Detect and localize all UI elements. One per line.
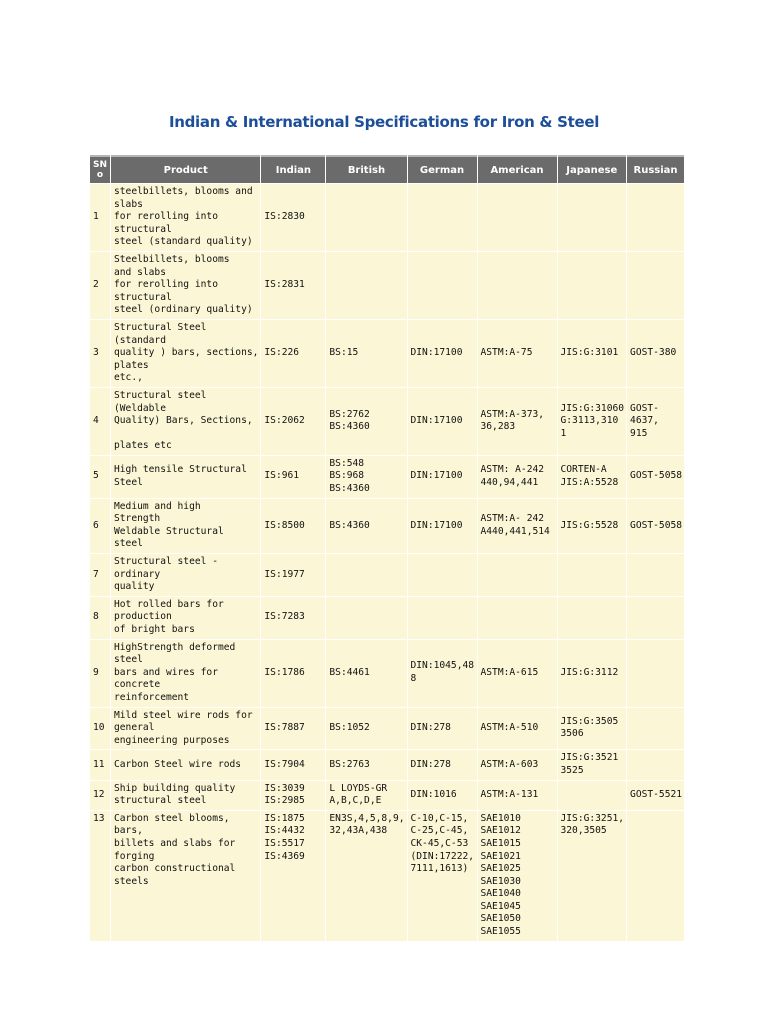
cell-line: 36,283: [480, 421, 516, 433]
cell-line: BS:968: [329, 470, 365, 482]
cell-british: [326, 554, 406, 596]
cell-line: JIS:G:3505: [560, 715, 619, 727]
cell-indian: [261, 184, 325, 251]
cell-line: structural: [114, 291, 172, 303]
cell-product: [111, 252, 260, 319]
cell-line: L LOYDS-GR: [329, 782, 388, 794]
cell-indian: [261, 554, 325, 596]
cell-line: BS:2763: [329, 758, 370, 770]
table-row: [90, 252, 684, 319]
cell-line: SAE1030: [480, 875, 521, 887]
cell-russian: [627, 499, 684, 553]
cell-line: JIS:G:3112: [560, 666, 619, 678]
cell-indian: [261, 640, 325, 707]
cell-british: [326, 320, 406, 387]
cell-line: ASTM: A-242: [480, 464, 545, 476]
cell-line: IS:8500: [264, 519, 305, 531]
table-body: [90, 184, 684, 941]
cell-line: production: [114, 611, 172, 623]
table-row: [90, 781, 684, 810]
cell-line: DIN:278: [410, 722, 451, 734]
cell-line: IS:1977: [264, 568, 305, 580]
cell-line: and slabs: [114, 266, 166, 278]
cell-line: BS:4360: [329, 483, 370, 495]
cell-line: CORTEN-A: [560, 464, 607, 476]
cell-product: [111, 708, 260, 750]
cell-line: SAE1045: [480, 900, 521, 912]
cell-japanese: [558, 499, 627, 553]
table-header-row: [90, 155, 684, 183]
cell-line: Medium and high: [114, 500, 201, 512]
cell-line: bars,: [114, 825, 143, 837]
cell-indian: [261, 499, 325, 553]
cell-american: [478, 554, 557, 596]
cell-indian: [261, 456, 325, 498]
cell-sno: 13: [90, 811, 110, 941]
cell-line: IS:5517: [264, 837, 305, 849]
cell-line: IS:1875: [264, 812, 305, 824]
cell-line: Quality) Bars, Sections,: [114, 415, 253, 427]
cell-american: [478, 640, 557, 707]
cell-line: concrete: [114, 679, 161, 691]
cell-line: for rerolling into: [114, 279, 218, 291]
cell-line: SAE1025: [480, 863, 521, 875]
cell-line: GOST-380: [630, 347, 677, 359]
cell-line: SAE1012: [480, 825, 521, 837]
cell-product: [111, 554, 260, 596]
table-row: [90, 554, 684, 596]
cell-russian: [627, 708, 684, 750]
cell-british: [326, 388, 406, 455]
cell-american: [478, 388, 557, 455]
cell-line: JIS:G:5528: [560, 519, 619, 531]
cell-german: [408, 750, 477, 779]
cell-line: steelbillets, blooms and: [114, 186, 253, 197]
cell-indian: [261, 252, 325, 319]
cell-british: [326, 456, 406, 498]
cell-indian: [261, 597, 325, 639]
cell-japanese: [558, 811, 627, 941]
cell-russian: [627, 597, 684, 639]
table-row: [90, 708, 684, 750]
cell-sno: 6: [90, 499, 110, 553]
cell-line: IS:3039: [264, 782, 305, 794]
cell-sno: 3: [90, 320, 110, 387]
cell-line: Hot rolled bars for: [114, 598, 224, 610]
cell-line: A440,441,514: [480, 525, 550, 537]
table-row: [90, 597, 684, 639]
cell-american: [478, 456, 557, 498]
cell-line: ASTM:A-131: [480, 788, 539, 800]
cell-line: 4637,: [630, 415, 659, 427]
cell-british: [326, 499, 406, 553]
cell-line: SAE1010: [480, 812, 521, 824]
cell-german: [408, 554, 477, 596]
cell-line: GOST-5521: [630, 788, 683, 800]
table-row: [90, 388, 684, 455]
cell-line: billets and slabs for: [114, 837, 236, 849]
cell-line: of bright bars: [114, 624, 195, 635]
cell-line: IS:7887: [264, 722, 305, 734]
cell-line: ASTM:A- 242: [480, 513, 545, 525]
cell-line: Steelbillets, blooms: [114, 253, 230, 265]
cell-line: 7111,1613): [410, 863, 469, 875]
cell-german: [408, 499, 477, 553]
cell-line: quality ) bars, sections,: [114, 347, 259, 359]
cell-american: [478, 750, 557, 779]
cell-indian: [261, 750, 325, 779]
cell-line: 1: [560, 427, 567, 439]
cell-line: ASTM:A-75: [480, 347, 533, 359]
cell-line: ASTM:A-615: [480, 666, 539, 678]
cell-german: [408, 252, 477, 319]
cell-american: [478, 320, 557, 387]
cell-russian: [627, 320, 684, 387]
cell-line: steel (standard quality): [114, 236, 253, 248]
cell-japanese: [558, 388, 627, 455]
header-german: German: [408, 155, 477, 183]
cell-japanese: [558, 640, 627, 707]
cell-british: [326, 811, 406, 941]
cell-line: DIN:17100: [410, 347, 463, 359]
cell-line: Structural Steel: [114, 321, 207, 333]
cell-line: JIS:G:3101: [560, 347, 619, 359]
cell-line: IS:2062: [264, 415, 305, 427]
cell-line: SAE1021: [480, 850, 521, 862]
cell-line: steel (ordinary quality): [114, 304, 253, 316]
cell-russian: [627, 388, 684, 455]
table-row: [90, 456, 684, 498]
cell-indian: [261, 388, 325, 455]
cell-american: [478, 811, 557, 941]
cell-line: DIN:17100: [410, 519, 463, 531]
cell-line: reinforcement: [114, 691, 190, 703]
cell-line: slabs: [114, 198, 143, 210]
cell-line: BS:548: [329, 457, 365, 469]
cell-line: BS:4360: [329, 519, 370, 531]
cell-japanese: [558, 320, 627, 387]
cell-british: [326, 750, 406, 779]
cell-line: ASTM:A-373,: [480, 408, 545, 420]
cell-british: [326, 640, 406, 707]
cell-sno: 12: [90, 781, 110, 810]
cell-line: IS:4369: [264, 850, 305, 862]
cell-line: DIN:1045,48: [410, 660, 475, 672]
cell-line: A,B,C,D,E: [329, 795, 382, 807]
cell-product: [111, 640, 260, 707]
cell-line: JIS:G:3251,: [560, 812, 625, 824]
cell-line: GOST-5058: [630, 470, 683, 482]
cell-product: [111, 811, 260, 941]
cell-line: BS:4461: [329, 666, 370, 678]
cell-japanese: [558, 554, 627, 596]
table-row: [90, 184, 684, 251]
cell-line: DIN:17100: [410, 470, 463, 482]
cell-russian: [627, 781, 684, 810]
header-british: British: [326, 155, 406, 183]
cell-line: C-10,C-15,: [410, 812, 469, 824]
cell-line: engineering purposes: [114, 734, 230, 746]
cell-sno: 1: [90, 184, 110, 251]
cell-german: [408, 811, 477, 941]
cell-indian: [261, 811, 325, 941]
cell-line: GOST-5058: [630, 519, 683, 531]
cell-russian: [627, 554, 684, 596]
cell-line: steels: [114, 875, 149, 887]
cell-russian: [627, 184, 684, 251]
cell-line: G:3113,310: [560, 415, 619, 427]
cell-german: [408, 388, 477, 455]
cell-line: IS:2830: [264, 211, 305, 223]
cell-german: [408, 184, 477, 251]
cell-line: structural: [114, 223, 172, 235]
cell-japanese: [558, 456, 627, 498]
cell-product: [111, 388, 260, 455]
cell-russian: [627, 811, 684, 941]
cell-japanese: [558, 597, 627, 639]
cell-line: SAE1050: [480, 913, 521, 925]
cell-line: plates etc: [114, 440, 172, 452]
cell-product: [111, 456, 260, 498]
table-row: [90, 499, 684, 553]
cell-japanese: [558, 184, 627, 251]
cell-german: [408, 320, 477, 387]
cell-line: CK-45,C-53: [410, 837, 469, 849]
cell-british: [326, 597, 406, 639]
cell-line: IS:7283: [264, 611, 305, 623]
cell-sno: 5: [90, 456, 110, 498]
cell-line: Mild steel wire rods for: [114, 709, 253, 721]
cell-japanese: [558, 252, 627, 319]
cell-russian: [627, 456, 684, 498]
cell-line: IS:2831: [264, 279, 305, 291]
header-japanese: Japanese: [558, 155, 627, 183]
cell-line: carbon constructional: [114, 863, 236, 875]
cell-line: forging: [114, 850, 155, 862]
cell-line: ordinary: [114, 568, 161, 580]
cell-product: [111, 781, 260, 810]
cell-japanese: [558, 708, 627, 750]
cell-line: Structural steel: [114, 389, 207, 401]
cell-product: [111, 320, 260, 387]
cell-german: [408, 456, 477, 498]
cell-british: [326, 252, 406, 319]
cell-japanese: [558, 750, 627, 779]
cell-line: High tensile Structural: [114, 464, 247, 476]
cell-british: [326, 708, 406, 750]
cell-line: 8: [410, 673, 417, 685]
cell-line: SAE1015: [480, 837, 521, 849]
header-russian: Russian: [627, 155, 684, 183]
cell-product: [111, 597, 260, 639]
cell-sno: 8: [90, 597, 110, 639]
cell-indian: [261, 708, 325, 750]
header-american: American: [478, 155, 557, 183]
cell-line: C-25,C-45,: [410, 825, 469, 837]
cell-line: JIS:G:3521: [560, 752, 619, 764]
cell-american: [478, 708, 557, 750]
cell-japanese: [558, 781, 627, 810]
cell-line: steel: [114, 654, 143, 666]
cell-line: ASTM:A-603: [480, 758, 539, 770]
table-row: [90, 811, 684, 941]
cell-sno: 11: [90, 750, 110, 779]
cell-line: etc.,: [114, 372, 143, 384]
cell-russian: [627, 640, 684, 707]
table-row: [90, 320, 684, 387]
cell-line: (DIN:17222,: [410, 850, 475, 862]
cell-line: BS:4360: [329, 421, 370, 433]
cell-line: for rerolling into: [114, 211, 218, 223]
cell-line: IS:961: [264, 470, 300, 482]
cell-line: IS:226: [264, 347, 300, 359]
cell-line: [114, 428, 258, 441]
cell-american: [478, 499, 557, 553]
cell-american: [478, 781, 557, 810]
cell-british: [326, 184, 406, 251]
cell-line: DIN:17100: [410, 415, 463, 427]
cell-line: GOST-: [630, 402, 659, 414]
cell-line: SAE1055: [480, 926, 521, 938]
cell-line: IS:1786: [264, 666, 305, 678]
cell-russian: [627, 252, 684, 319]
cell-line: Carbon Steel wire rods: [114, 758, 242, 770]
cell-american: [478, 597, 557, 639]
cell-line: general: [114, 722, 155, 734]
specifications-table: [89, 154, 685, 942]
cell-line: structural steel: [114, 795, 207, 807]
cell-line: IS:7904: [264, 758, 305, 770]
cell-line: 915: [630, 427, 648, 439]
cell-line: EN3S,4,5,8,9,: [329, 812, 405, 824]
cell-british: [326, 781, 406, 810]
cell-german: [408, 640, 477, 707]
cell-sno: 7: [90, 554, 110, 596]
header-product: Product: [111, 155, 260, 183]
table-row: [90, 750, 684, 779]
header-indian: Indian: [261, 155, 325, 183]
cell-product: [111, 499, 260, 553]
cell-line: Steel: [114, 476, 143, 488]
cell-line: DIN:278: [410, 758, 451, 770]
cell-line: 440,94,441: [480, 476, 539, 488]
cell-sno: 2: [90, 252, 110, 319]
cell-line: IS:4432: [264, 825, 305, 837]
cell-line: BS:2762: [329, 408, 370, 420]
cell-line: bars and wires for: [114, 666, 218, 678]
cell-german: [408, 781, 477, 810]
cell-line: Ship building quality: [114, 782, 236, 794]
cell-line: quality: [114, 581, 155, 593]
header-sno: SN o: [90, 155, 110, 183]
cell-german: [408, 708, 477, 750]
cell-line: JIS:A:5528: [560, 476, 619, 488]
cell-line: BS:15: [329, 347, 359, 359]
cell-line: (Weldable: [114, 402, 166, 414]
cell-line: Structural steel -: [114, 556, 218, 568]
cell-line: 3525: [560, 764, 584, 776]
table-row: [90, 640, 684, 707]
cell-line: Weldable Structural: [114, 525, 224, 537]
cell-line: SAE1040: [480, 888, 521, 900]
cell-american: [478, 184, 557, 251]
cell-product: [111, 750, 260, 779]
cell-german: [408, 597, 477, 639]
cell-line: HighStrength deformed: [114, 641, 236, 653]
cell-product: [111, 184, 260, 251]
cell-line: 3506: [560, 728, 584, 740]
cell-line: BS:1052: [329, 722, 370, 734]
cell-line: 320,3505: [560, 825, 607, 837]
cell-line: DIN:1016: [410, 788, 457, 800]
cell-sno: 4: [90, 388, 110, 455]
cell-line: (standard: [114, 334, 166, 346]
cell-sno: 9: [90, 640, 110, 707]
cell-indian: [261, 781, 325, 810]
cell-line: Strength: [114, 513, 161, 525]
cell-line: steel: [114, 538, 143, 550]
cell-line: plates: [114, 359, 149, 371]
cell-indian: [261, 320, 325, 387]
cell-line: IS:2985: [264, 795, 305, 807]
cell-sno: 10: [90, 708, 110, 750]
cell-line: 32,43A,438: [329, 825, 388, 837]
cell-line: Carbon steel blooms,: [114, 812, 230, 824]
cell-american: [478, 252, 557, 319]
cell-line: JIS:G:31060: [560, 402, 625, 414]
cell-line: ASTM:A-510: [480, 722, 539, 734]
cell-russian: [627, 750, 684, 779]
page-title: Indian & International Specifications for Iron & Steel: [168, 113, 600, 131]
